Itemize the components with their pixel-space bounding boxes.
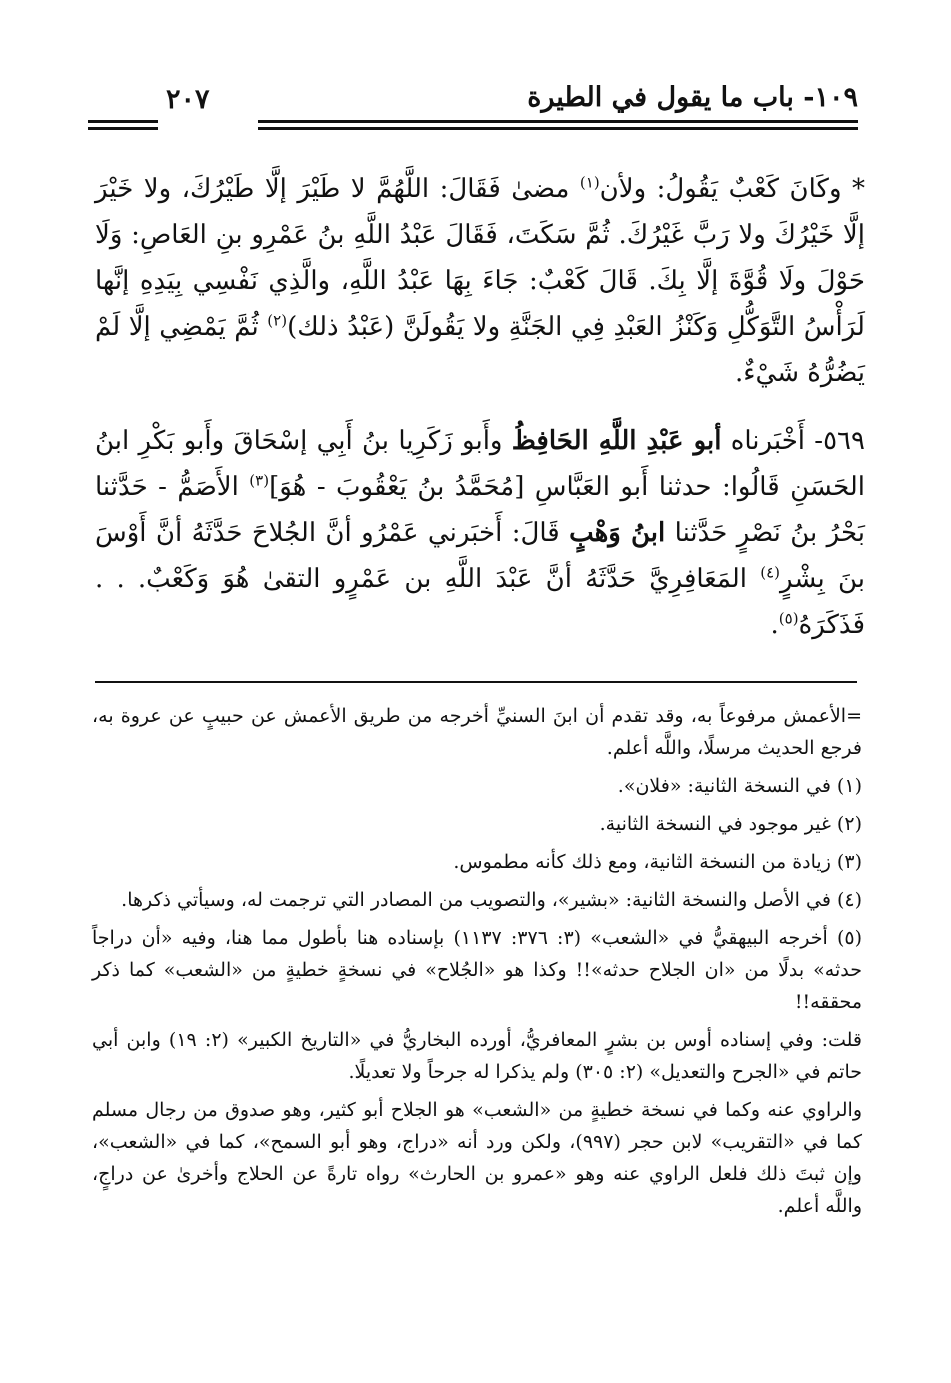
header-rule [88, 127, 158, 130]
footnote-separator [95, 681, 857, 683]
header-rule [88, 120, 158, 123]
narrator-name: أبو عَبْدِ اللَّهِ الحَافِظُ [511, 426, 722, 456]
footnote-4: (٤) في الأصل والنسخة الثانية: «بشير»، والتصويب من المصادر التي ترجمت له، وسيأتي ذكرها. [121, 889, 862, 911]
text-span: المَعَافِرِيَّ حَدَّثَهُ أنَّ عَبْدَ اللَّهِ بن عَمْرٍو التقىٰ هُوَ وَكَعْبٌ. . . فَذَكَرَهُ [95, 564, 865, 640]
hadith-number: ٥٦٩- أَخْبَرناه [721, 426, 865, 456]
narrator-name: ابنُ وَهْبٍ [569, 518, 666, 548]
footnote-3: (٣) زيادة من النسخة الثانية، ومع ذلك كأنه مطموس. [453, 851, 862, 873]
text-span: ثُمَّ يَمْضِي إلَّا لَمْ يَضُرُّهُ شَيْءٌ. [95, 312, 865, 388]
footnote-ref-4: (٤) [760, 563, 780, 582]
paragraph-hadith-569 [95, 418, 865, 648]
page-header [88, 82, 858, 142]
footnote-ref-1: (١) [579, 173, 600, 192]
footnote-ref-5: (٥) [778, 609, 799, 628]
chapter-title: ١٠٩- باب ما يقول في الطيرة [527, 82, 858, 113]
footnote-1: (١) في النسخة الثانية: «فلان». [617, 775, 862, 797]
text-span: . [770, 610, 779, 640]
footnote-ref-3: (٣) [249, 471, 270, 490]
footnote-5: (٥) أخرجه البيهقيُّ في «الشعب» (٣: ٣٧٦: ١١٣٧) بإسناده هنا بأطول مما هنا، وفيه «أن دراجاً حدثه» بدلًا من «ان الجلاح حدثه»!! وكذا هو «الجُلاح» في نسخةٍ خطيةٍ من «الشعب» كما ذكر محققه!! [92, 927, 862, 1013]
text-span: الأَصَمُّ - حَدَّثنا بَحْرُ بنُ نَصْرٍ حَدَّثنا [95, 472, 865, 548]
main-text [95, 166, 865, 648]
footnote-continuation: =الأعمش مرفوعاً به، وقد تقدم أن ابنَ السنيِّ أخرجه من طريق الأعمش عن حبيبٍ عن عروة به، فرجع الحديث مرسلًا، واللَّه أعلم. [92, 705, 862, 759]
text-span: مضىٰ فَقَالَ: اللَّهُمَّ لا طَيْرَ إلَّا طَيْرُكَ، ولا خَيْرَ إلَّا خَيْرُكَ ولا رَبَّ غَيْرُكَ. ثُمَّ سَكَتَ، فَقَالَ عَبْدُ اللَّهِ بنُ عَمْرِو بنِ العَاصِ: وَلَا حَوْلَ ولَا قُوَّةَ إلَّا بِكَ. قَالَ كَعْبٌ: جَاءَ بِهَا عَبْدُ اللَّهِ، والَّذِي نَفْسِي بِيَدِهِ إنَّها لَرَأْسُ التَّوَكُّلِ وَكَنْزُ العَبْدِ فِي الجَنَّةِ ولا يَقُولَنَّ (عَبْدُ ذلك) [95, 174, 865, 342]
header-rule [258, 120, 858, 123]
text-span: * وكَانَ كَعْبٌ يَقُولُ: ولأن [599, 174, 865, 204]
text-span: قَالَ: أَخبَرني عَمْرُو أنَّ الجُلاحَ حَدَّثَهُ أنَّ أَوْسَ بنَ بِشْرٍ [95, 518, 865, 594]
footnote-note: قلت: وفي إسناده أوس بن بشرٍ المعافريُّ، أورده البخاريُّ في «التاريخ الكبير» (٢: ١٩) وابن أبي حاتم في «الجرح والتعديل» (٢: ٣٠٥) ولم يذكرا له جرحاً ولا تعديلًا. [92, 1029, 862, 1083]
page-number: ٢٠٧ [166, 84, 210, 115]
header-rule [258, 127, 858, 130]
paragraph-kaab [95, 166, 865, 396]
footnote-note: والراوي عنه وكما في نسخة خطيةٍ من «الشعب» هو الجلاح أبو كثير، وهو صدوق من رجال مسلم كما في «التقريب» لابن حجر (٩٩٧)، ولكن ورد أنه «دراج، وهو أبو السمح»، كما في «الشعب»، وإن ثبتَ ذلك فلعل الراوي عنه وهو «عمرو بن الحارث» رواه تارةً عن الحلاج وأخرىٰ عن دراجٍ، واللَّه أعلم. [92, 1099, 862, 1217]
footnotes [92, 700, 862, 1228]
footnote-ref-2: (٢) [267, 311, 288, 330]
footnote-2: (٢) غير موجود في النسخة الثانية. [599, 813, 862, 835]
text-span: وأَبو زَكَرِيا بنُ أَبِي إسْحَاقَ وأَبو بَكْرِ ابنُ الحَسَنِ قَالُوا: حدثنا أَبو العَبَّاسِ [مُحَمَّدُ بنُ يَعْقُوبَ - هُوَ] [95, 426, 865, 502]
